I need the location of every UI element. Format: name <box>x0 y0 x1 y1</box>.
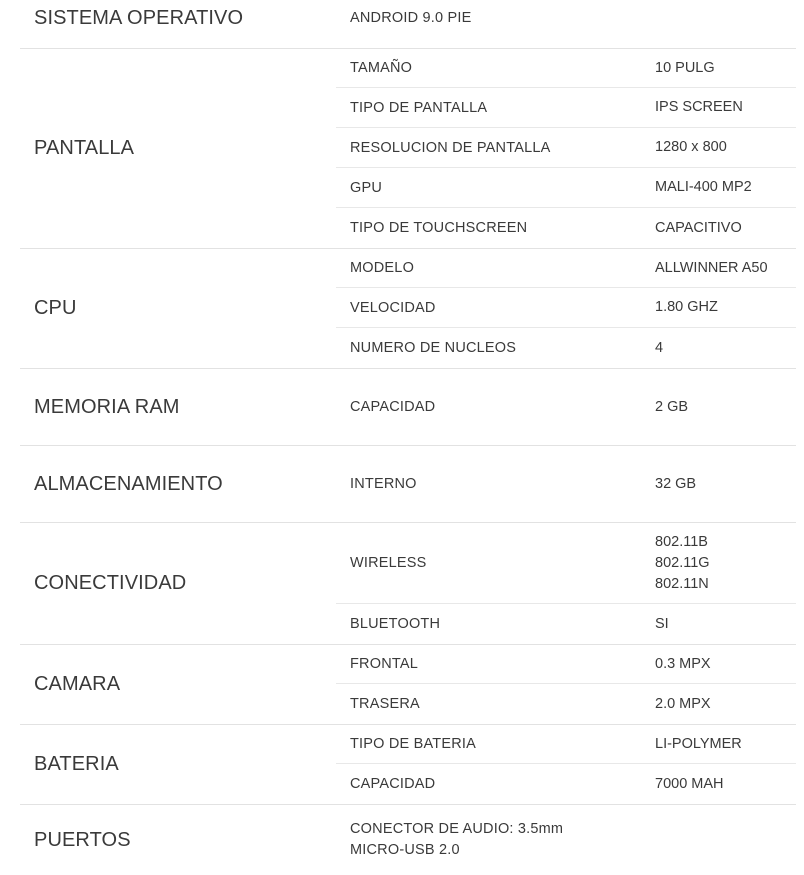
spec-row <box>336 446 796 522</box>
spec-row <box>336 604 796 644</box>
spec-value-line: SI <box>655 615 669 632</box>
spec-label: BLUETOOTH <box>350 616 441 632</box>
spec-rows <box>336 369 796 445</box>
spec-value <box>655 654 796 675</box>
category-label: PANTALLA <box>34 137 135 159</box>
spec-rows <box>336 645 796 724</box>
category-label: CONECTIVIDAD <box>34 572 187 594</box>
category-label: CAMARA <box>34 673 121 695</box>
spec-value <box>655 58 796 79</box>
spec-label: TIPO DE TOUCHSCREEN <box>350 220 528 236</box>
spec-value-line: 7000 MAH <box>655 775 724 792</box>
spec-group-cpu <box>20 249 796 369</box>
spec-group-camara <box>20 645 796 725</box>
spec-value-line: 1.80 GHZ <box>655 299 718 315</box>
spec-value <box>655 694 796 715</box>
spec-row <box>336 208 796 248</box>
spec-rows <box>336 805 796 875</box>
category-label: ALMACENAMIENTO <box>34 472 223 495</box>
spec-value <box>655 297 796 318</box>
category-label: SISTEMA OPERATIVO <box>34 6 244 29</box>
spec-label: INTERNO <box>350 476 417 492</box>
spec-value <box>655 137 796 158</box>
spec-value-line: 10 PULG <box>655 59 715 76</box>
spec-value-line: 802.11G <box>655 554 710 571</box>
category-label: BATERIA <box>34 753 119 775</box>
spec-value <box>655 532 796 595</box>
spec-label-line: CONECTOR DE AUDIO: 3.5mm <box>350 821 564 837</box>
spec-row <box>336 0 796 48</box>
spec-value-line: CAPACITIVO <box>655 219 742 236</box>
spec-value <box>655 338 796 359</box>
spec-group-puertos <box>20 805 796 875</box>
spec-group-pantalla <box>20 49 796 249</box>
spec-row <box>336 645 796 684</box>
spec-rows <box>336 49 796 248</box>
specifications-table <box>20 0 796 875</box>
spec-value <box>655 177 796 198</box>
spec-value <box>655 774 796 795</box>
spec-value-line: 4 <box>655 339 664 356</box>
spec-label: WIRELESS <box>350 555 427 571</box>
spec-group-conectividad <box>20 523 796 645</box>
spec-value-line: 0.3 MPX <box>655 655 711 672</box>
spec-value <box>655 258 796 279</box>
spec-row <box>336 764 796 804</box>
spec-group-bateria <box>20 725 796 805</box>
spec-label: MODELO <box>350 260 415 276</box>
spec-group-sistema-operativo <box>20 0 796 49</box>
category-label: MEMORIA RAM <box>34 395 180 418</box>
spec-label: CAPACIDAD <box>350 776 436 792</box>
spec-value <box>655 614 796 635</box>
spec-label: VELOCIDAD <box>350 299 436 316</box>
spec-value-line: 2.0 MPX <box>655 695 711 712</box>
category-label: CPU <box>34 297 77 319</box>
spec-row <box>336 684 796 724</box>
spec-value-line: ALLWINNER A50 <box>655 259 768 276</box>
spec-row <box>336 128 796 168</box>
spec-rows <box>336 249 796 368</box>
spec-label: CAPACIDAD <box>350 399 436 415</box>
spec-value <box>655 218 796 239</box>
spec-row <box>336 168 796 208</box>
spec-label-line: MICRO-USB 2.0 <box>350 842 460 858</box>
spec-value-line: 2 GB <box>655 398 689 415</box>
spec-label: TAMAÑO <box>350 60 413 76</box>
spec-row <box>336 288 796 328</box>
spec-value <box>655 734 796 755</box>
spec-value-line: 802.11B <box>655 533 708 550</box>
spec-group-memoria-ram <box>20 369 796 446</box>
spec-label: ANDROID 9.0 PIE <box>350 10 472 26</box>
spec-value <box>655 474 796 495</box>
spec-label: TIPO DE BATERIA <box>350 736 477 752</box>
spec-row <box>336 88 796 128</box>
spec-value-line: 32 GB <box>655 475 697 492</box>
spec-label <box>336 819 655 861</box>
spec-row <box>336 369 796 445</box>
spec-group-almacenamiento <box>20 446 796 523</box>
spec-label: TIPO DE PANTALLA <box>350 99 488 116</box>
category-label: PUERTOS <box>34 828 131 851</box>
spec-value-line: 1280 x 800 <box>655 139 727 155</box>
spec-value-line: LI-POLYMER <box>655 735 742 752</box>
spec-label: TRASERA <box>350 696 420 712</box>
spec-row <box>336 249 796 288</box>
spec-row <box>336 49 796 88</box>
spec-row <box>336 725 796 764</box>
spec-label: NUMERO DE NUCLEOS <box>350 340 517 356</box>
spec-value <box>655 97 796 118</box>
spec-rows <box>336 446 796 522</box>
spec-row <box>336 805 796 875</box>
spec-value <box>655 397 796 418</box>
spec-rows <box>336 0 796 48</box>
spec-label: RESOLUCION DE PANTALLA <box>350 139 551 156</box>
spec-row <box>336 523 796 604</box>
spec-label: GPU <box>350 179 383 196</box>
spec-rows <box>336 725 796 804</box>
spec-value-line: IPS SCREEN <box>655 99 743 115</box>
spec-value-line: 802.11N <box>655 575 709 592</box>
spec-value-line: MALI-400 MP2 <box>655 179 752 195</box>
spec-label: FRONTAL <box>350 656 418 672</box>
spec-row <box>336 328 796 368</box>
spec-rows <box>336 523 796 644</box>
